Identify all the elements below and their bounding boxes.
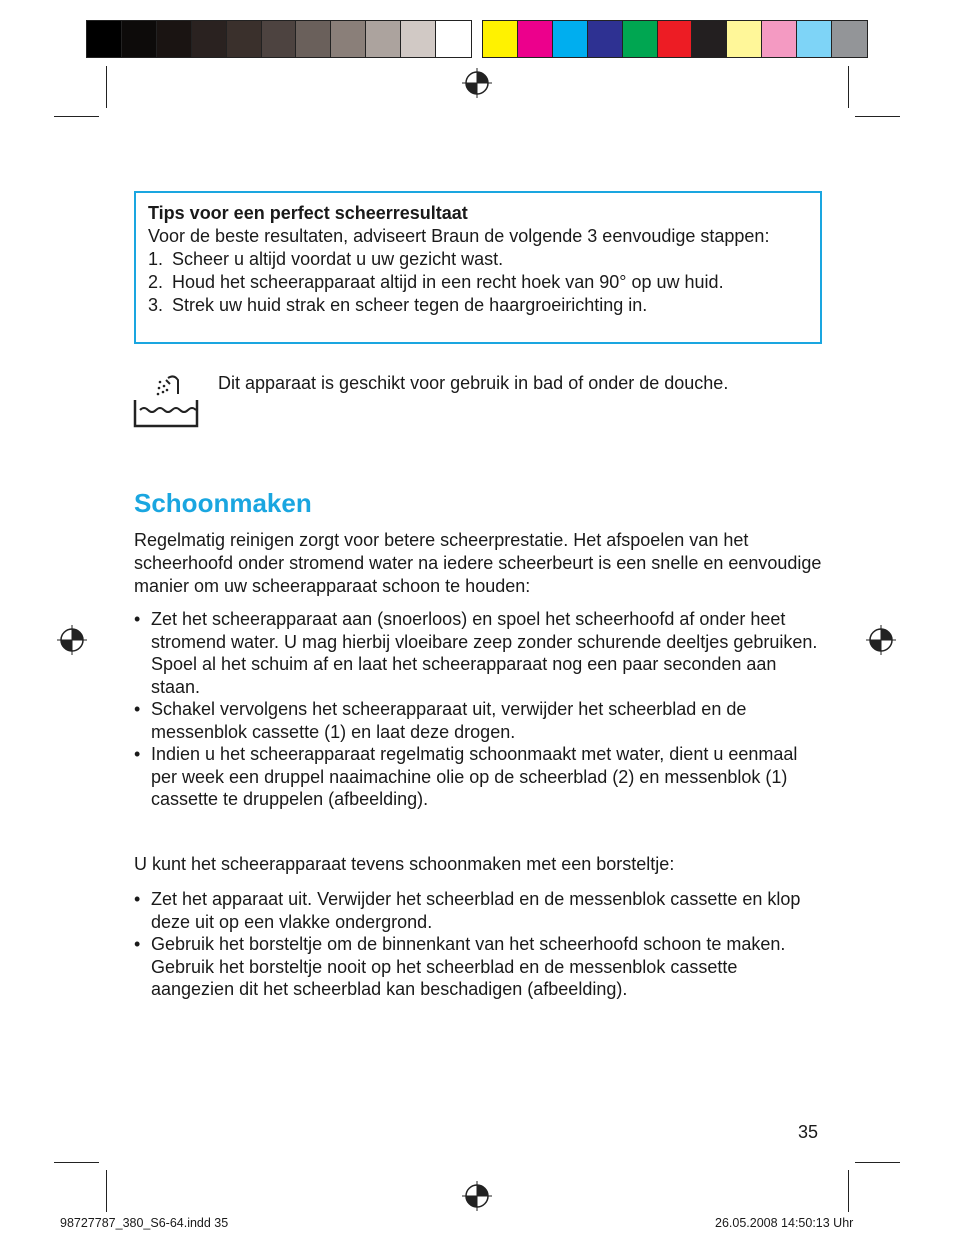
color-swatch <box>588 21 623 57</box>
color-swatch <box>401 21 436 57</box>
color-swatch <box>518 21 553 57</box>
crop-mark <box>106 1170 107 1212</box>
footer-timestamp: 26.05.2008 14:50:13 Uhr <box>715 1216 854 1230</box>
tips-step: 3. Strek uw huid strak en scheer tegen de haargroeirichting in. <box>148 295 648 315</box>
list-item: • Gebruik het borsteltje om de binnenkant van het scheerhoofd schoon te maken. Gebruik het borsteltje nooit op het scheerblad en de messenblok cassette aangezien dit het scheerblad kan beschadigen (afbeelding). <box>134 934 786 999</box>
color-swatch <box>122 21 157 57</box>
color-swatch <box>436 21 471 57</box>
color-swatch <box>192 21 227 57</box>
crop-mark <box>54 116 99 117</box>
tips-intro: Voor de beste resultaten, adviseert Braun de volgende 3 eenvoudige stappen: <box>148 226 770 246</box>
section-title: Schoonmaken <box>134 488 312 518</box>
tips-step: 2. Houd het scheerapparaat altijd in een recht hoek van 90° op uw huid. <box>148 272 724 292</box>
color-swatch <box>832 21 867 57</box>
color-swatch <box>331 21 366 57</box>
crop-mark <box>855 116 900 117</box>
color-swatch <box>366 21 401 57</box>
registration-mark-icon <box>57 625 87 655</box>
color-swatch <box>623 21 658 57</box>
tips-step: 1. Scheer u altijd voordat u uw gezicht wast. <box>148 249 504 269</box>
list-item: • Indien u het scheerapparaat regelmatig schoonmaakt met water, dient u eenmaal per week een druppel naaimachine olie op de scheerblad (2) en messenblok (1) cassette te druppelen (afbeelding). <box>134 744 798 809</box>
color-swatch <box>87 21 122 57</box>
page-number: 35 <box>798 1122 819 1142</box>
tips-title: Tips voor een perfect scheerresultaat <box>148 203 468 223</box>
process-color-bar <box>482 20 868 58</box>
cleaning-intro: Regelmatig reinigen zorgt voor betere scheerprestatie. Het afspoelen van het scheerhoofd onder stromend water na iedere scheerbeurt is een snelle en eenvoudige manier om uw scheerapparaat schoon te houden: <box>134 530 822 596</box>
registration-mark-icon <box>462 1181 492 1211</box>
color-swatch <box>296 21 331 57</box>
crop-mark <box>848 66 849 108</box>
crop-mark <box>848 1170 849 1212</box>
cleaning-list-water <box>134 608 824 811</box>
registration-mark-icon <box>866 625 896 655</box>
color-swatch <box>727 21 762 57</box>
crop-mark <box>54 1162 99 1163</box>
color-swatch <box>157 21 192 57</box>
color-swatch <box>553 21 588 57</box>
color-swatch <box>797 21 832 57</box>
color-swatch <box>483 21 518 57</box>
list-item: • Zet het apparaat uit. Verwijder het scheerblad en de messenblok cassette en klop deze uit op een vlakke ondergrond. <box>134 889 801 932</box>
brush-intro: U kunt het scheerapparaat tevens schoonmaken met een borsteltje: <box>134 854 675 874</box>
list-item: • Schakel vervolgens het scheerapparaat uit, verwijder het scheerblad en de messenblok cassette (1) en laat deze drogen. <box>134 699 747 742</box>
color-swatch <box>658 21 693 57</box>
color-swatch <box>692 21 727 57</box>
bath-shower-icon <box>130 372 202 432</box>
tips-steps <box>148 248 808 317</box>
grayscale-color-bar <box>86 20 472 58</box>
crop-mark <box>855 1162 900 1163</box>
color-swatch <box>762 21 797 57</box>
crop-mark <box>106 66 107 108</box>
cleaning-list-brush <box>134 888 824 1001</box>
footer-filename: 98727787_380_S6-64.indd 35 <box>60 1216 229 1230</box>
bath-shower-note: Dit apparaat is geschikt voor gebruik in bad of onder de douche. <box>218 373 729 393</box>
color-swatch <box>227 21 262 57</box>
registration-mark-icon <box>462 68 492 98</box>
list-item: • Zet het scheerapparaat aan (snoerloos) en spoel het scheerhoofd af onder heet stromend water. U mag hierbij vloeibare zeep zonder schurende deeltjes gebruiken. Spoel al het schuim af en laat het scheerapparaat nog een paar seconden aan staan. <box>134 609 818 697</box>
tips-box <box>134 191 822 344</box>
color-swatch <box>262 21 297 57</box>
